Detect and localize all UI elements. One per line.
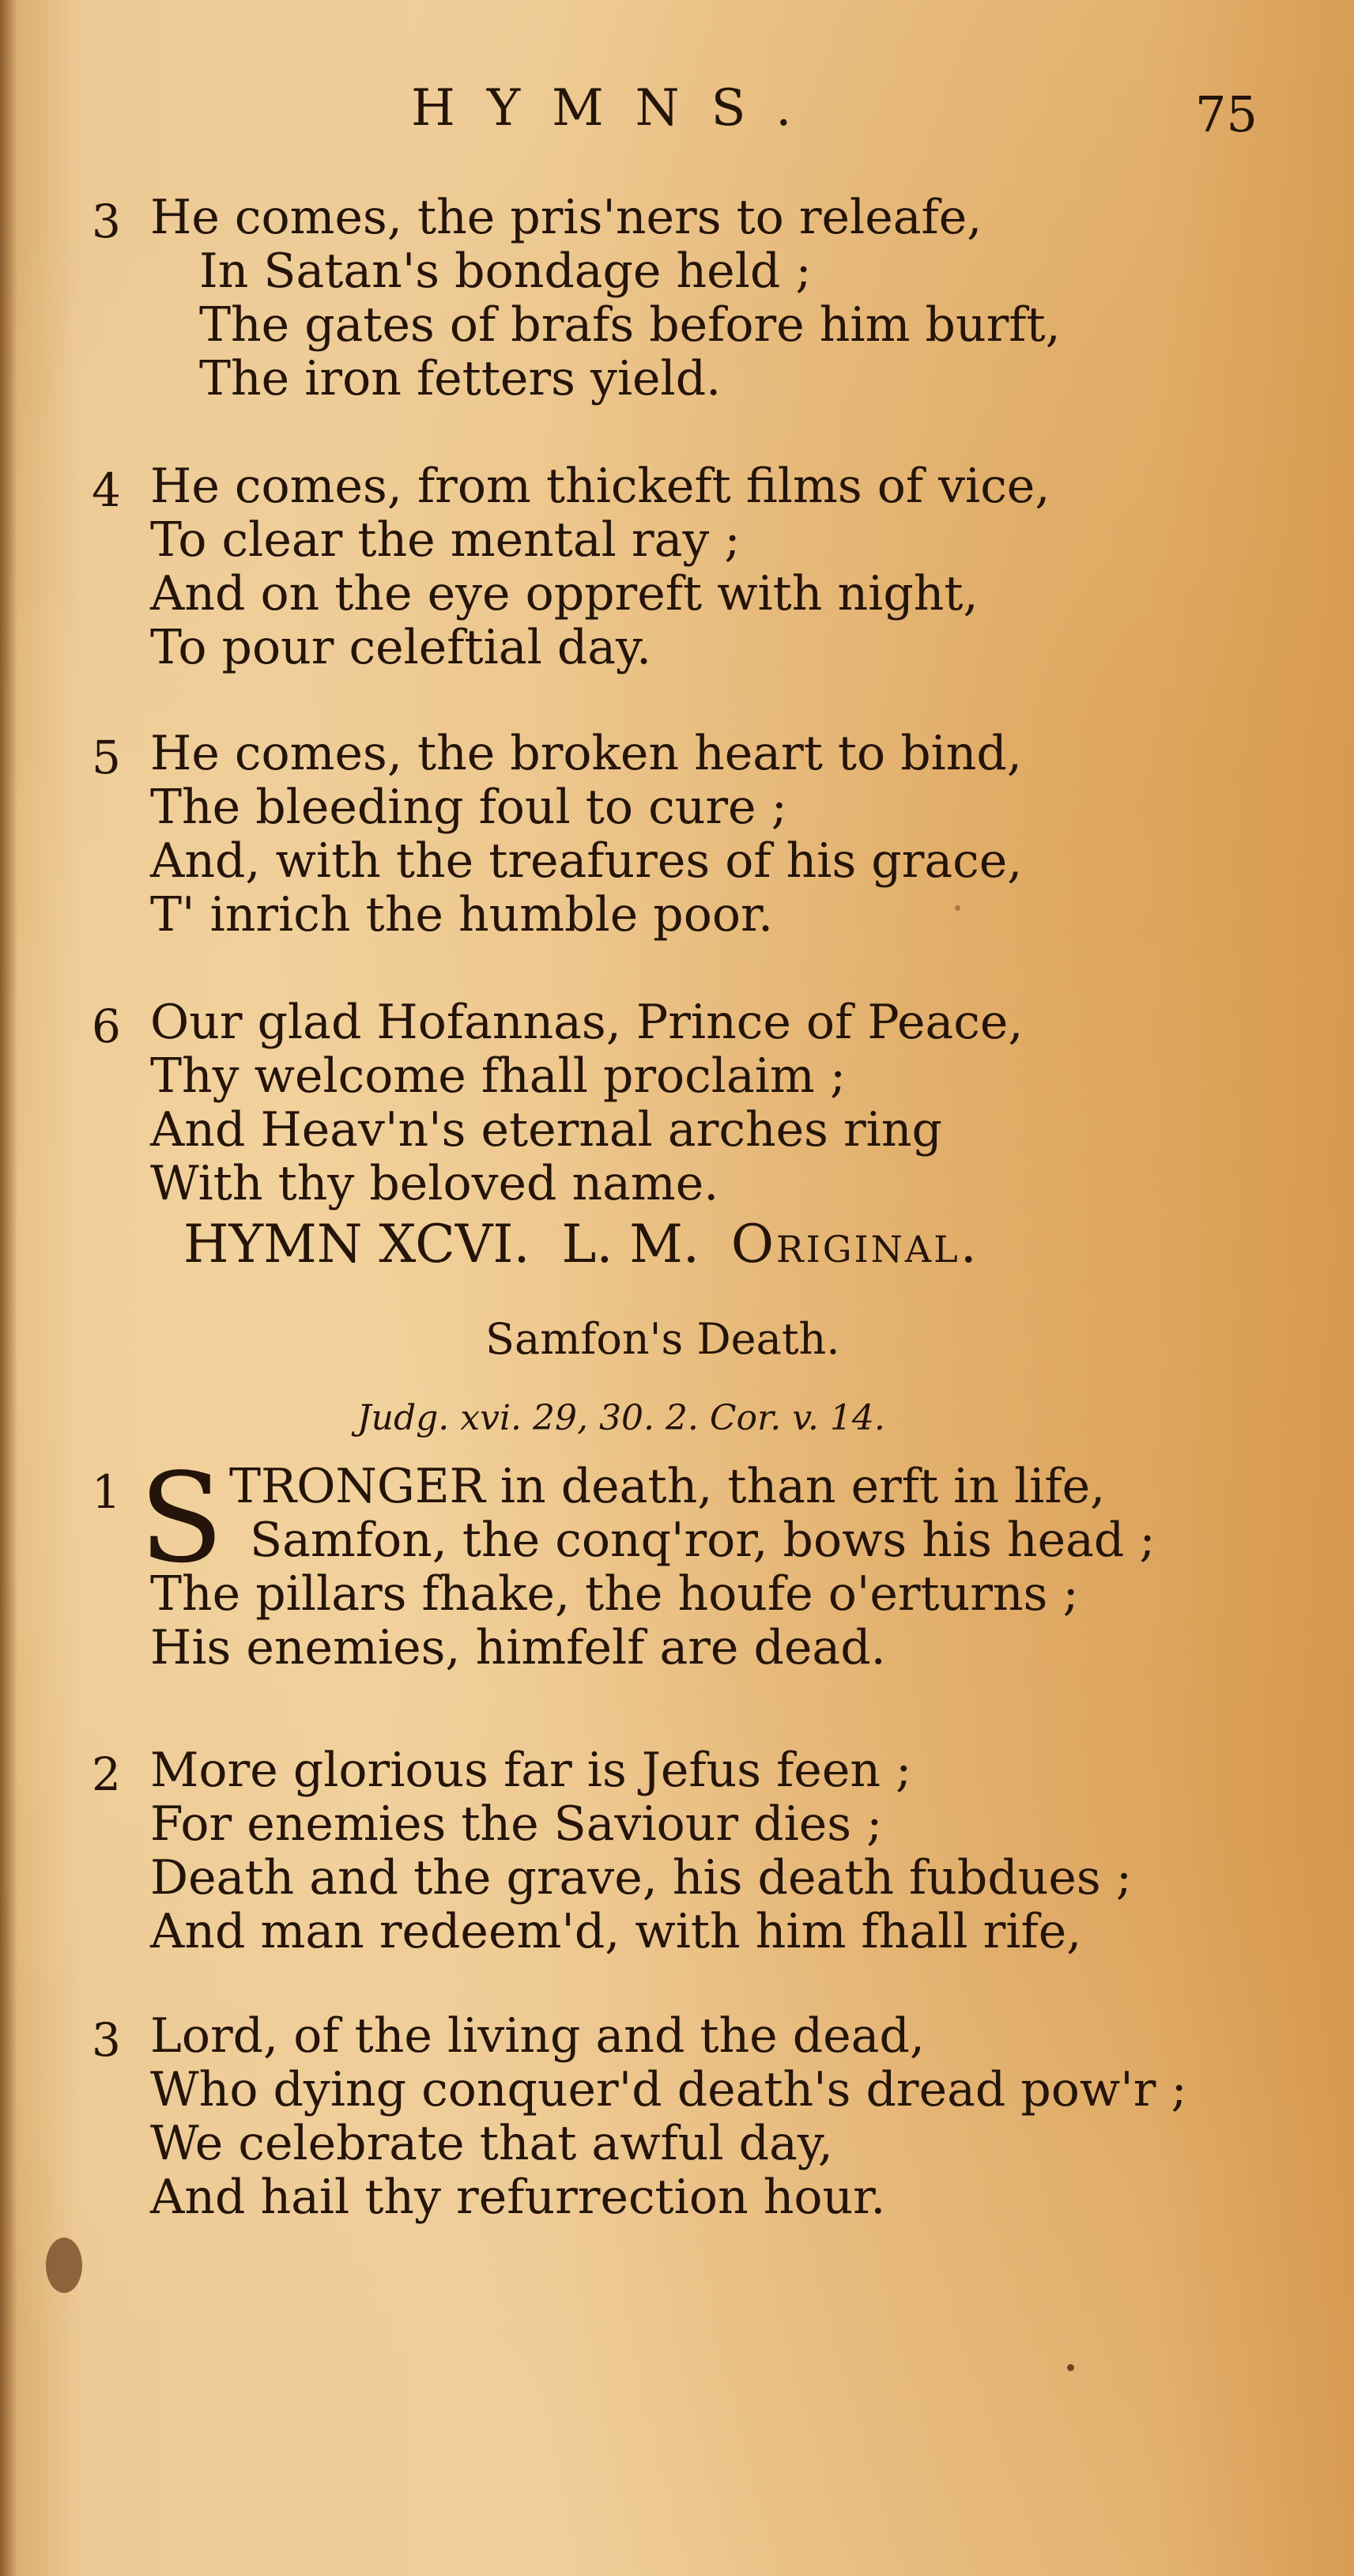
verse-line: Thy welcome fhall proclaim ; (150, 1048, 847, 1104)
verse-line: To clear the mental ray ; (150, 512, 741, 568)
hymn-heading (183, 1214, 979, 1275)
scripture-reference: Judg. xvi. 29, 30. 2. Cor. v. 14. (357, 1398, 885, 1438)
verse-line: And man redeem'd, with him fhall rife, (150, 1904, 1082, 1959)
verse-line: The bleeding foul to cure ; (150, 780, 787, 835)
verse-number: 1 (92, 1465, 121, 1519)
verse-line: The gates of brafs before him burft, (199, 297, 1061, 353)
verse-line: And, with the treafures of his grace, (150, 833, 1023, 889)
verse-line: His enemies, himfelf are dead. (150, 1620, 886, 1675)
verse-line: The pillars fhake, the houfe o'erturns ; (150, 1566, 1079, 1622)
verse-line: And hail thy refurrection hour. (150, 2170, 886, 2225)
verse-line: With thy beloved name. (150, 1156, 719, 1211)
ink-speck (955, 905, 960, 911)
ink-speck (1067, 2364, 1074, 2371)
hymn-subtitle: Samfon's Death. (485, 1314, 840, 1364)
verse-line: Lord, of the living and the dead, (150, 2008, 925, 2064)
verse-line: He comes, the pris'ners to releafe, (150, 190, 982, 245)
verse-line: We celebrate that awful day, (150, 2116, 833, 2171)
verse-line: To pour celeftial day. (150, 620, 652, 675)
verse-line: And on the eye oppreft with night, (150, 566, 979, 621)
hymn-meter: L. M. (561, 1214, 700, 1275)
verse-line: He comes, from thickeft films of vice, (150, 459, 1050, 514)
verse-line: T' inrich the humble poor. (150, 887, 774, 942)
verse-number: 6 (92, 999, 121, 1053)
ink-blot (46, 2238, 82, 2293)
verse-line: He comes, the broken heart to bind, (150, 726, 1022, 781)
verse-line: More glorious far is Jefus feen ; (150, 1743, 912, 1798)
verse-line: In Satan's bondage held ; (199, 244, 812, 299)
verse-line: And Heav'n's eternal arches ring (150, 1102, 942, 1158)
page-gutter-shadow (0, 0, 17, 2576)
page-number: 75 (1195, 85, 1258, 143)
verse-line: TRONGER in death, than erft in life, (229, 1459, 1106, 1514)
hymn-origin: Original. (730, 1214, 979, 1275)
verse-number: 4 (92, 463, 121, 517)
verse-line: Who dying conquer'd death's dread pow'r ; (150, 2062, 1187, 2117)
verse-line: Our glad Hofannas, Prince of Peace, (150, 995, 1024, 1050)
verse-line: The iron fetters yield. (199, 351, 722, 406)
verse-number: 3 (92, 195, 121, 248)
verse-number: 2 (92, 1747, 121, 1801)
verse-number: 3 (92, 2013, 121, 2067)
verse-line: For enemies the Saviour dies ; (150, 1796, 883, 1852)
verse-line: Samfon, the conq'ror, bows his head ; (250, 1513, 1156, 1568)
verse-line: Death and the grave, his death fubdues ; (150, 1850, 1132, 1906)
drop-cap: S (139, 1446, 224, 1590)
hymn-number: HYMN XCVI. (183, 1214, 530, 1275)
verse-number: 5 (92, 731, 121, 784)
running-head: HYMNS. (411, 79, 824, 138)
